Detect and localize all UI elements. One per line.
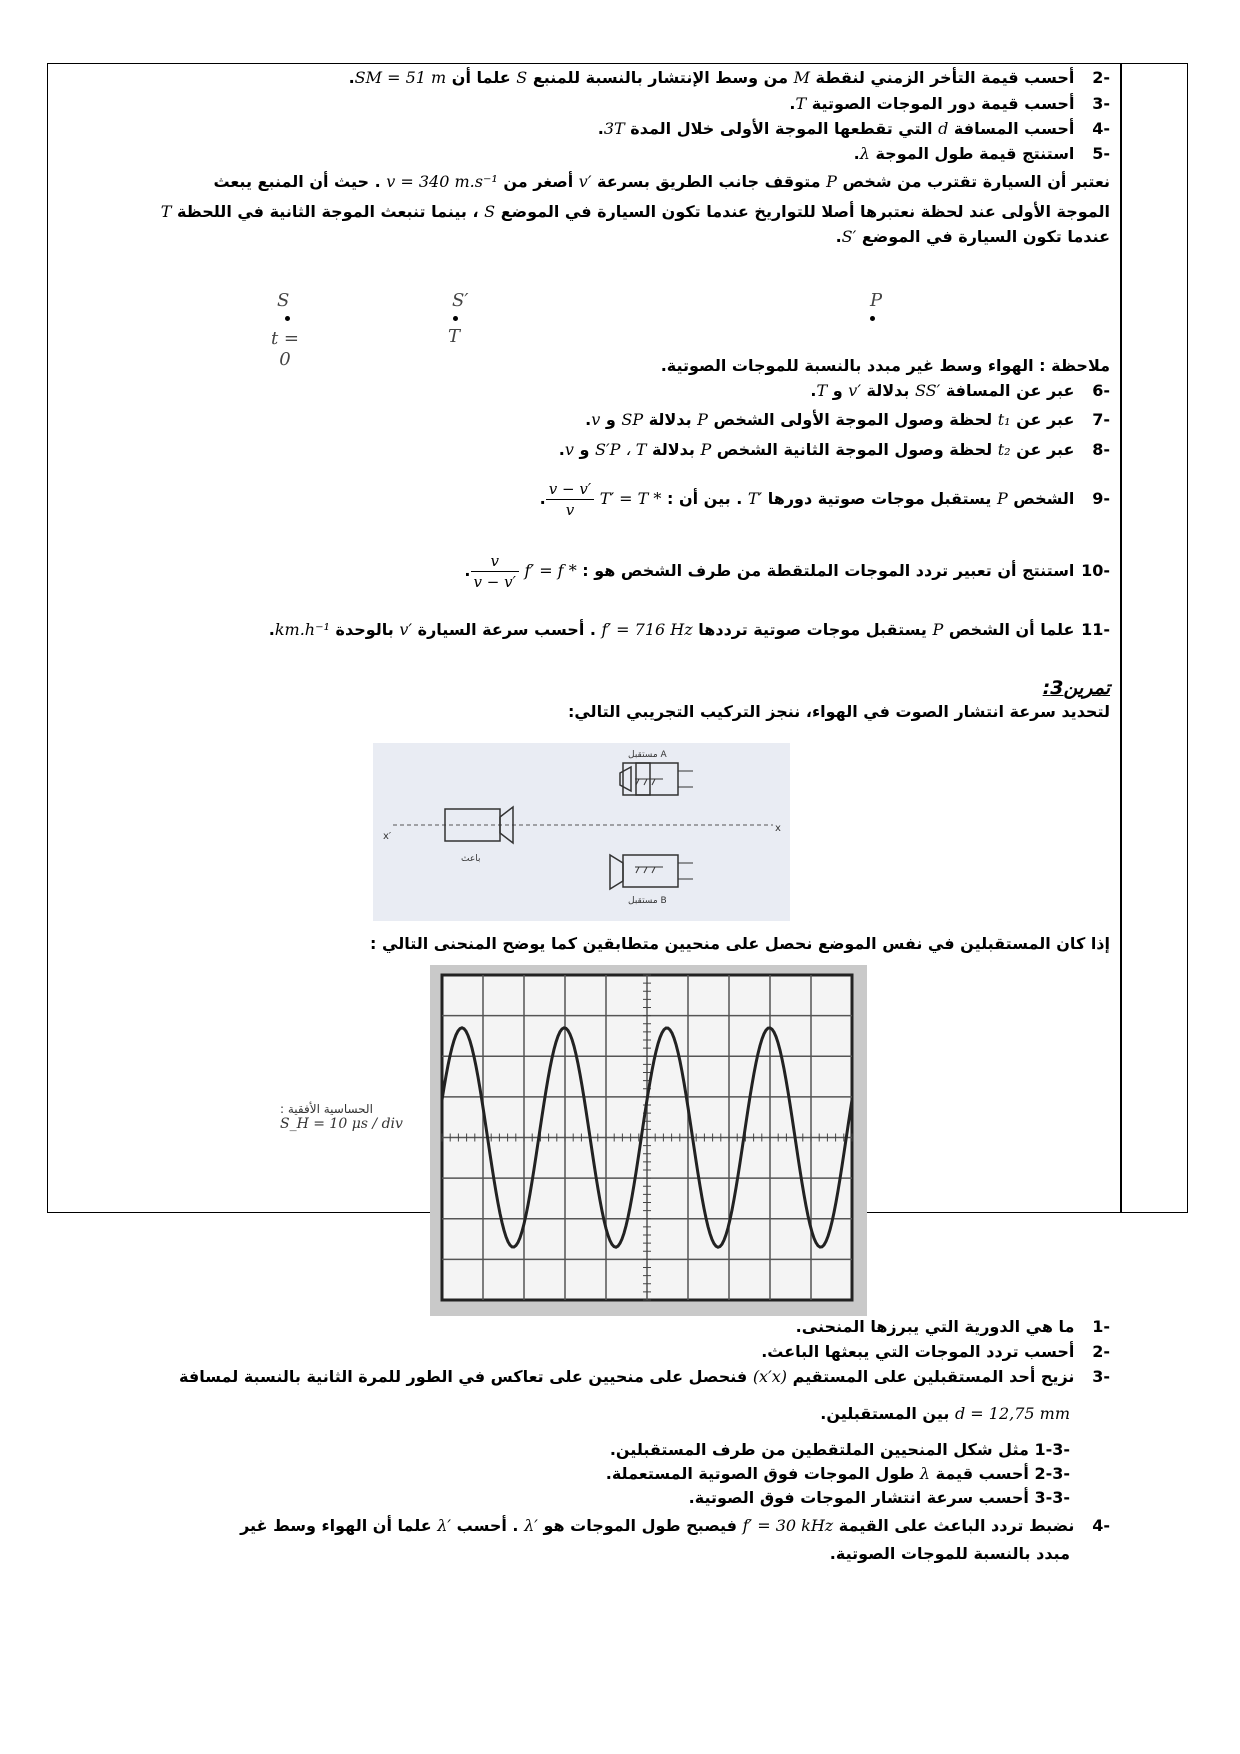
- paragraph-line-3: عندما تكون السيارة في الموضع S′.: [835, 227, 1110, 246]
- question-3: -3 أحسب قيمة دور الموجات الصوتية T.: [789, 94, 1110, 113]
- label-p: P: [870, 290, 883, 311]
- axis-x-prime-label: x′: [383, 831, 392, 842]
- question-6: -6 عبر عن المسافة SS′ بدلالة v′ و T.: [810, 381, 1110, 400]
- ex3-question-4b: مبدد بالنسبة للموجات الصوتية.: [829, 1544, 1070, 1563]
- exercise-content-4: [60, 63, 1110, 1563]
- fraction-f-prime: $\frac{v}{v - v'}$: [471, 551, 519, 592]
- question-5: -5 استنتج قيمة طول الموجة λ.: [853, 144, 1110, 163]
- ex3-question-3-2: -2-3 أحسب قيمة λ طول الموجات فوق الصوتية المستعملة.: [605, 1464, 1070, 1483]
- ex3-question-2: -2 أحسب تردد الموجات التي يبعثها الباعث.: [761, 1342, 1110, 1361]
- ex3-question-3b: d = 12,75 mm بين المستقبلين.: [820, 1404, 1070, 1423]
- exercise-3-intro: لتحديد سرعة انتشار الصوت في الهواء، ننجز التركيب التجريبي التالي:: [567, 702, 1110, 721]
- question-10: -10 استنتج أن تعبير تردد الموجات الملتقطة من طرف الشخص هو : f′ = f * $\frac{v}{v - v'}$ .: [464, 552, 1110, 591]
- question-4: -4 أحسب المسافة d التي تقطعها الموجة الأولى خلال المدة 3T.: [597, 119, 1110, 138]
- emitter-label: باعث: [461, 854, 481, 864]
- ex3-question-3-1: -1-3 مثل شكل المنحيين الملتقطين من طرف المستقبلين.: [609, 1440, 1070, 1459]
- label-T: T: [448, 326, 461, 347]
- side-margin-rule: [1120, 63, 1122, 1213]
- question-7: -7 عبر عن t₁ لحظة وصول الموجة الأولى الشخص P بدلالة SP و v.: [585, 410, 1110, 429]
- ex3-question-3: -3 نزيح أحد المستقبلين على المستقيم (x′x) فنحصل على منحيين على تعاكس في الطور للمرة الثانية بالنسبة لمسافة: [179, 1367, 1110, 1386]
- exercise-3-title: تمرين3:: [1042, 677, 1110, 699]
- sensitivity-value: S_H = 10 μs / div: [280, 1116, 403, 1132]
- paragraph-line-2: الموجة الأولى عند لحظة نعتبرها أصلا للتواريخ عندما تكون السيارة في الموضع S ، بينما تنبعث الموجة الثانية في اللحظة T: [160, 202, 1110, 221]
- question-8: -8 عبر عن t₂ لحظة وصول الموجة الثانية الشخص P بدلالة S′P ، T و v.: [558, 440, 1110, 459]
- label-s-prime: S′: [452, 290, 469, 311]
- receiver-a-label: مستقبل A: [628, 750, 667, 760]
- ex3-question-1: -1 ما هي الدورية التي يبرزها المنحنى.: [795, 1317, 1110, 1336]
- axis-x-label: x: [775, 823, 781, 834]
- exercise-3-intro-2: إذا كان المستقبلين في نفس الموضع نحصل على منحيين متطابقين كما يوضح المنحنى التالي :: [370, 934, 1110, 953]
- question-9: -9 الشخص P يستقبل موجات صوتية دورها T′ . بين أن : T′ = T * $\frac{v - v'}{v}$ .: [539, 480, 1110, 519]
- receiver-b-label: مستقبل B: [628, 896, 667, 906]
- paragraph-line-1: نعتبر أن السيارة تقترب من شخص P متوقف جانب الطريق بسرعة v′ أصغر من v = 340 m.s⁻¹ . حيث أن المنبع يبعث: [213, 172, 1110, 191]
- ex3-question-4: -4 نضبط تردد الباعث على القيمة f′ = 30 kHz فيصبح طول الموجات هو λ′ . أحسب λ′ علما أن الهواء وسط غير: [240, 1516, 1110, 1535]
- question-2: -2 أحسب قيمة التأخر الزمني لنقطة M من وسط الإنتشار بالنسبة للمنبع S علما أن SM = 51 m.: [348, 68, 1110, 87]
- ex3-question-3-3: -3-3 أحسب سرعة انتشار الموجات فوق الصوتية.: [688, 1488, 1070, 1507]
- label-s: S: [277, 290, 290, 311]
- question-11: -11 علما أن الشخص P يستقبل موجات صوتية ترددها f′ = 716 Hz . أحسب سرعة السيارة v′ بالوحدة km.h⁻¹.: [268, 620, 1110, 639]
- label-t0: t = 0: [270, 328, 300, 370]
- fraction-t-prime: $\frac{v - v'}{v}$: [546, 479, 594, 520]
- note-line: ملاحظة : الهواء وسط غير مبدد بالنسبة للموجات الصوتية.: [660, 356, 1110, 375]
- sensitivity-title: الحساسية الأفقية :: [280, 1102, 373, 1116]
